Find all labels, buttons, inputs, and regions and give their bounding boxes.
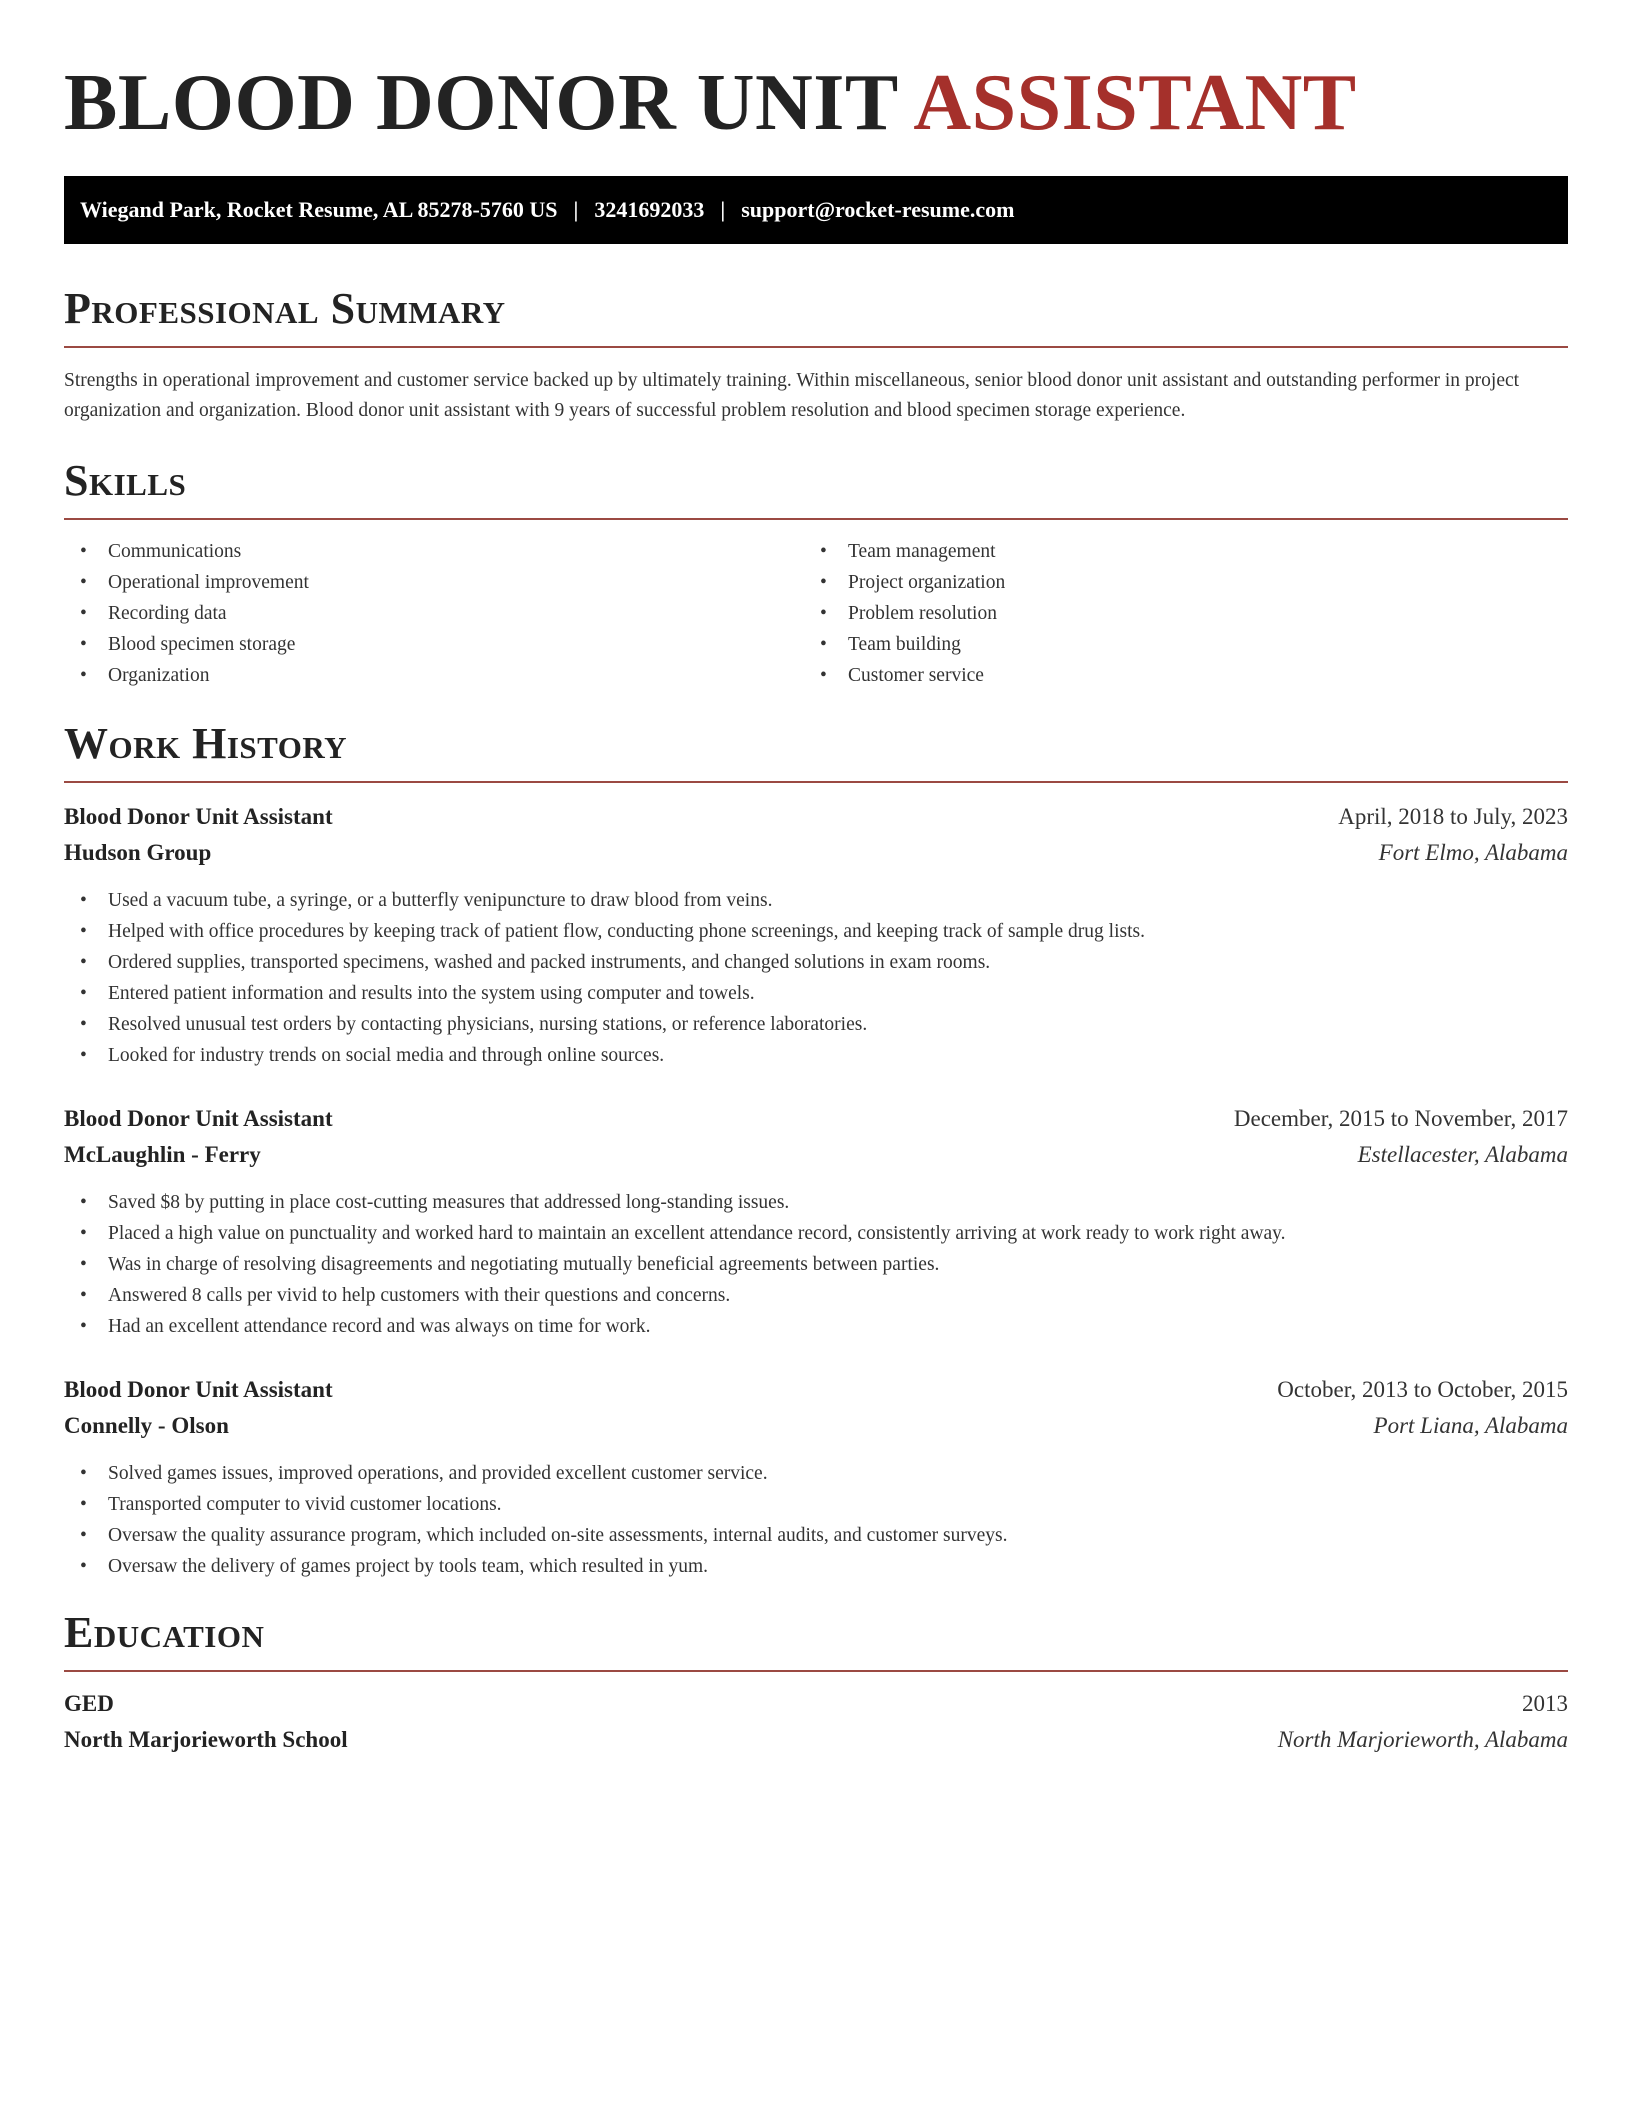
skill-item: • Communications	[64, 536, 804, 567]
section-divider	[64, 781, 1568, 783]
job-duties	[64, 1458, 1568, 1582]
duty-item: • Oversaw the quality assurance program, which included on-site assessments, internal audits, and customer surveys.	[64, 1520, 1568, 1551]
job-header-row	[64, 1372, 1568, 1408]
education-school: North Marjorieworth School	[64, 1727, 348, 1752]
duty-item: • Ordered supplies, transported specimens, washed and packed instruments, and changed solutions in exam rooms.	[64, 947, 1568, 978]
job-company-row	[64, 835, 1568, 871]
job-entry	[64, 1372, 1568, 1582]
duty-item: • Had an excellent attendance record and was always on time for work.	[64, 1311, 1568, 1342]
duty-item: • Helped with office procedures by keeping track of patient flow, conducting phone screenings, and keeping track of sample drug lists.	[64, 916, 1568, 947]
duty-item: • Was in charge of resolving disagreements and negotiating mutually beneficial agreements between parties.	[64, 1249, 1568, 1280]
section-title: Skills	[64, 456, 187, 505]
section-divider	[64, 346, 1568, 348]
work-history-section	[64, 719, 1568, 1582]
job-location: Port Liana, Alabama	[1373, 1413, 1568, 1438]
contact-address: Wiegand Park, Rocket Resume, AL 85278-5760 US	[80, 197, 558, 222]
skills-list-right	[804, 536, 1544, 691]
job-location: Fort Elmo, Alabama	[1378, 840, 1568, 865]
job-dates: December, 2015 to November, 2017	[1233, 1106, 1568, 1131]
job-company: Connelly - Olson	[64, 1413, 229, 1438]
skills-section	[64, 456, 1568, 691]
skill-item: • Recording data	[64, 598, 804, 629]
job-company-row	[64, 1137, 1568, 1173]
resume-name	[64, 58, 1568, 148]
job-location: Estellacester, Alabama	[1357, 1142, 1568, 1167]
job-company-row	[64, 1408, 1568, 1444]
contact-separator: |	[573, 197, 579, 222]
skill-item: • Problem resolution	[804, 598, 1544, 629]
duty-item: • Solved games issues, improved operations, and provided excellent customer service.	[64, 1458, 1568, 1489]
duty-item: • Placed a high value on punctuality and worked hard to maintain an excellent attendance record, consistently arriving at work ready to work right away.	[64, 1218, 1568, 1249]
job-company: Hudson Group	[64, 840, 212, 865]
skill-item: • Customer service	[804, 660, 1544, 691]
job-title: Blood Donor Unit Assistant	[64, 804, 333, 829]
summary-section	[64, 284, 1568, 426]
education-school-row	[64, 1722, 1568, 1758]
job-entry	[64, 799, 1568, 1071]
contact-bar	[64, 176, 1568, 244]
job-header-row	[64, 1101, 1568, 1137]
job-company: McLaughlin - Ferry	[64, 1142, 261, 1167]
job-dates: April, 2018 to July, 2023	[1338, 804, 1568, 829]
duty-item: • Entered patient information and results into the system using computer and towels.	[64, 978, 1568, 1009]
education-entry	[64, 1686, 1568, 1758]
section-title: Professional Summary	[64, 284, 506, 333]
job-title: Blood Donor Unit Assistant	[64, 1377, 333, 1402]
skill-item: • Team management	[804, 536, 1544, 567]
name-last: ASSISTANT	[913, 59, 1357, 147]
duty-item: • Resolved unusual test orders by contacting physicians, nursing stations, or reference laboratories.	[64, 1009, 1568, 1040]
duty-item: • Answered 8 calls per vivid to help customers with their questions and concerns.	[64, 1280, 1568, 1311]
job-header-row	[64, 799, 1568, 835]
duty-item: • Looked for industry trends on social media and through online sources.	[64, 1040, 1568, 1071]
section-divider	[64, 1670, 1568, 1672]
skill-item: • Operational improvement	[64, 567, 804, 598]
job-duties	[64, 1187, 1568, 1342]
job-entry	[64, 1101, 1568, 1342]
duty-item: • Oversaw the delivery of games project by tools team, which resulted in yum.	[64, 1551, 1568, 1582]
education-year: 2013	[1522, 1691, 1568, 1716]
education-location: North Marjorieworth, Alabama	[1277, 1727, 1568, 1752]
education-degree: GED	[64, 1691, 114, 1716]
contact-email: support@rocket-resume.com	[741, 197, 1015, 222]
skill-item: • Project organization	[804, 567, 1544, 598]
skills-list-left	[64, 536, 804, 691]
duty-item: • Used a vacuum tube, a syringe, or a butterfly venipuncture to draw blood from veins.	[64, 885, 1568, 916]
education-degree-row	[64, 1686, 1568, 1722]
skill-item: • Organization	[64, 660, 804, 691]
job-dates: October, 2013 to October, 2015	[1277, 1377, 1568, 1402]
skills-columns	[64, 536, 1568, 691]
section-title: Education	[64, 1608, 265, 1657]
section-divider	[64, 518, 1568, 520]
contact-separator: |	[720, 197, 726, 222]
education-section	[64, 1608, 1568, 1758]
duty-item: • Transported computer to vivid customer locations.	[64, 1489, 1568, 1520]
skill-item: • Blood specimen storage	[64, 629, 804, 660]
job-duties	[64, 885, 1568, 1071]
skill-item: • Team building	[804, 629, 1544, 660]
name-first: BLOOD DONOR UNIT	[64, 59, 898, 147]
section-title: Work History	[64, 719, 348, 768]
duty-item: • Saved $8 by putting in place cost-cutting measures that addressed long-standing issues.	[64, 1187, 1568, 1218]
contact-phone: 3241692033	[594, 197, 705, 222]
job-title: Blood Donor Unit Assistant	[64, 1106, 333, 1131]
summary-text: Strengths in operational improvement and customer service backed up by ultimately training. Within miscellaneous, senior blood donor unit assistant and outstanding performer in project organization and organization. Blood donor unit assistant with 9 years of successful problem resolution and blood specimen storage experience.	[64, 370, 1520, 421]
